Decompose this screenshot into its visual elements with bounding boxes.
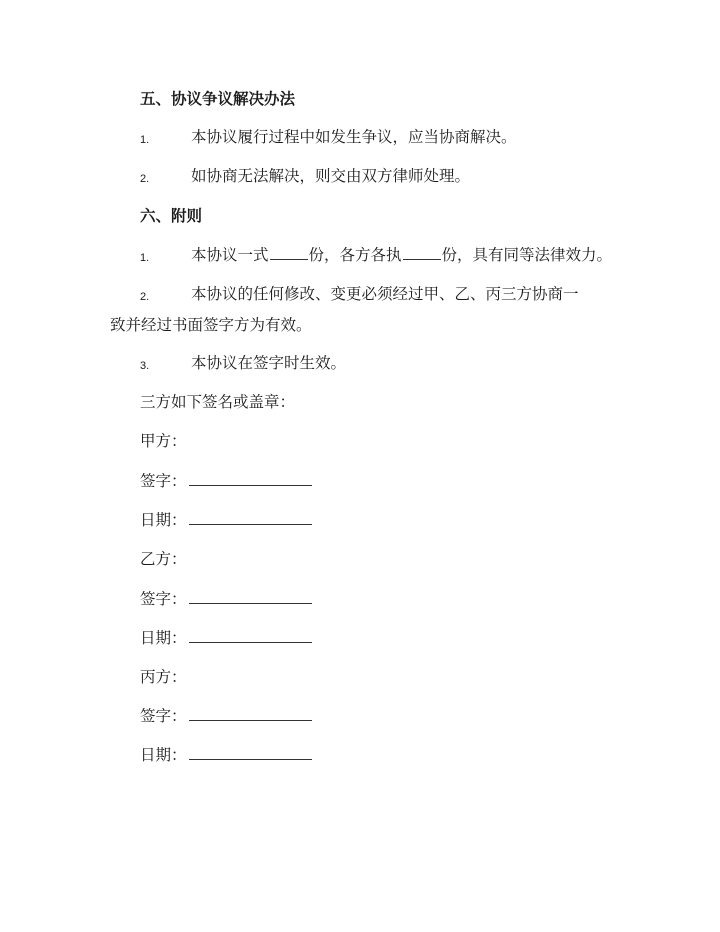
item-text: 本协议在签字时生效。 [191,354,347,372]
item-text-part-1: 本协议一式 [191,246,269,264]
signature-intro: 三方如下签名或盖章： [140,393,296,411]
party-a-label: 甲方： [140,432,187,450]
item-text-part-2: 份，各方各执 [308,246,402,264]
party-b-date-row [140,628,720,648]
party-b-label: 乙方： [140,550,187,568]
item-text-line-1: 本协议的任何修改、变更必须经过甲、乙、丙三方协商一 [191,285,579,303]
party-a-date-row [140,510,720,530]
date-field[interactable] [189,745,312,760]
signature-field[interactable] [189,706,312,721]
date-field[interactable] [189,510,312,525]
item-number: 1. [140,134,150,146]
date-field[interactable] [189,628,312,643]
signature-field[interactable] [189,471,312,486]
party-b-signature-row [140,589,720,609]
item-text [191,245,612,265]
signature-label: 签字： [140,707,187,725]
signature-label: 签字： [140,590,187,608]
signature-label: 签字： [140,472,187,490]
party-c-signature-row [140,706,720,726]
item-text-part-3: 份，具有同等法律效力。 [441,246,613,264]
signature-field[interactable] [189,589,312,604]
date-label: 日期： [140,629,187,647]
item-number: 3. [140,360,150,372]
party-c-label: 丙方： [140,668,187,686]
date-label: 日期： [140,511,187,529]
copies-each-blank [403,245,441,260]
item-number: 1. [140,252,150,264]
item-text: 本协议履行过程中如发生争议，应当协商解决。 [191,128,517,146]
section-5-heading: 五、协议争议解决办法 [140,89,296,108]
party-a-signature-row [140,471,720,491]
item-number: 2. [140,173,150,185]
item-number: 2. [140,291,150,303]
date-label: 日期： [140,746,187,764]
copies-total-blank [270,245,308,260]
section-6-item-2-continuation: 致并经过书面签字方为有效。 [110,316,312,334]
party-c-date-row [140,745,720,765]
item-text: 如协商无法解决，则交由双方律师处理。 [191,167,471,185]
section-6-heading: 六、附则 [140,206,203,225]
